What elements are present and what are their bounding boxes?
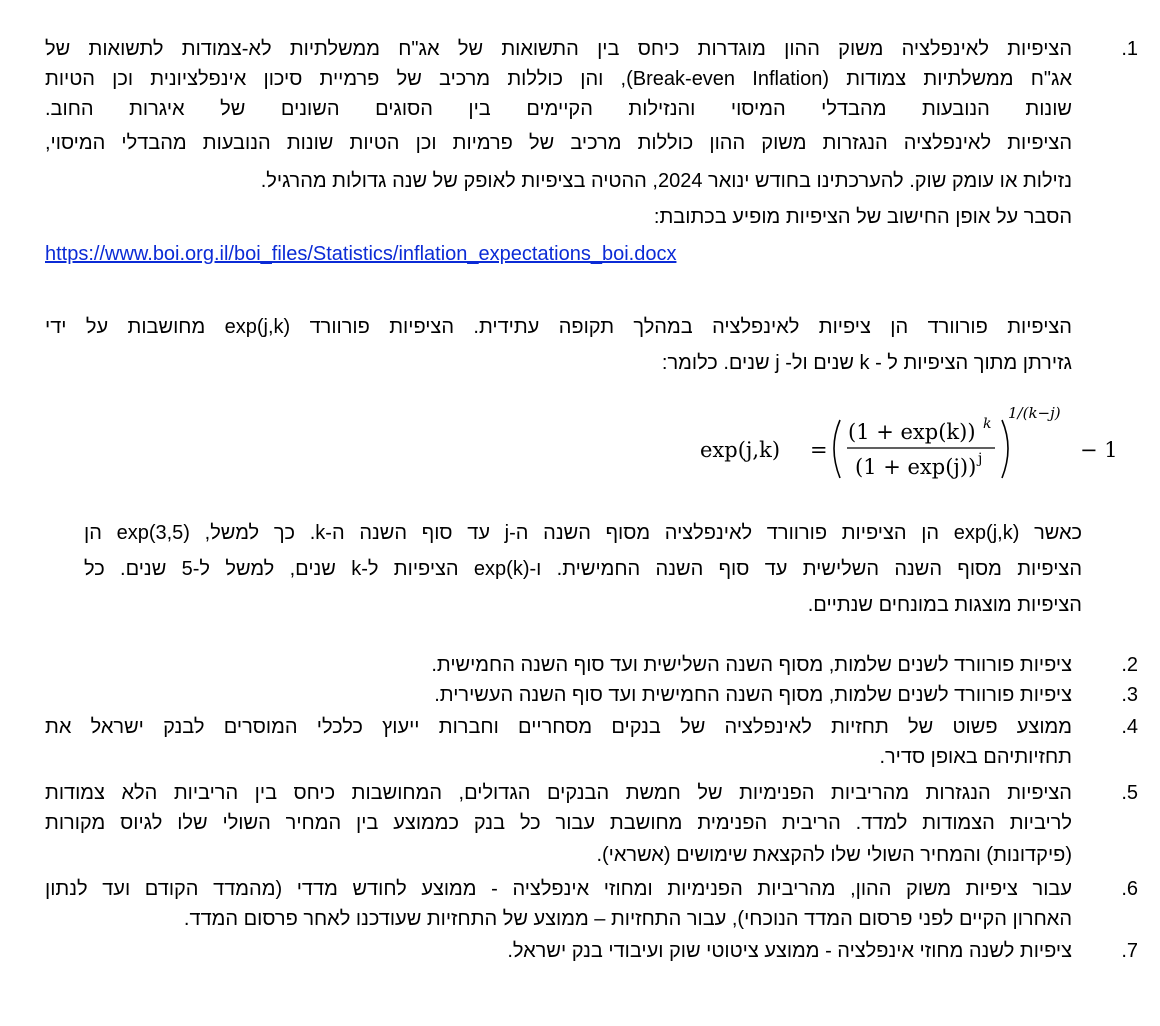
item-3-line-1: ציפיות פורוורד לשנים שלמות, מסוף השנה החמישית ועד סוף השנה העשירית. bbox=[434, 684, 1072, 706]
item-1-line-1: הציפיות לאינפלציה משוק ההון מוגדרות כיחס בין התשואות של אג"ח ממשלתיות לא-צמודות לתשואות של bbox=[45, 38, 1072, 60]
forward-formula bbox=[690, 400, 1120, 495]
item-2-number: .2 bbox=[1121, 654, 1138, 676]
item-4-number: .4 bbox=[1121, 716, 1138, 738]
item-7-line-1: ציפיות לשנה מחוזי אינפלציה - ממוצע ציטוטי שוק ועיבודי בנק ישראל. bbox=[507, 940, 1072, 962]
forward-line-2: גזירתן מתוך הציפיות ל - k שנים ול- j שנים. כלומר: bbox=[661, 352, 1072, 374]
item-5-number: .5 bbox=[1121, 782, 1138, 804]
item-1-line-4: הציפיות לאינפלציה הנגזרות משוק ההון כוללות מרכיב של פרמיות וכן הטיות שונות הנובעות מהבדלי המיסוי, bbox=[45, 132, 1072, 154]
item-3-number: .3 bbox=[1121, 684, 1138, 706]
item-5-line-3: (פיקדונות) והמחיר השולי שלו להקצאת שימושים (אשראי). bbox=[596, 844, 1072, 866]
item-6-line-2: האחרון הקיים לפני פרסום המדד הנוכחי), עבור התחזיות – ממוצע של התחזיות שעודכנו לאחר פרסום המדד. bbox=[183, 908, 1072, 930]
item-7-number: .7 bbox=[1121, 940, 1138, 962]
explain-line-1: כאשר exp(j,k) הן הציפיות פורוורד לאינפלציה מסוף השנה ה-j עד סוף השנה ה-k. כך למשל, exp(3,5) הן bbox=[84, 522, 1083, 544]
formula-minus-one: − 1 bbox=[1080, 438, 1118, 462]
formula-svg bbox=[690, 400, 1120, 495]
forward-line-1: הציפיות פורוורד הן ציפיות לאינפלציה במהלך תקופה עתידית. הציפיות פורוורד exp(j,k) מחושבות על ידי bbox=[45, 316, 1072, 338]
formula-right-paren bbox=[1002, 420, 1008, 478]
formula-denominator-exp: j bbox=[978, 451, 983, 467]
item-1-line-6: הסבר על אופן החישוב של הציפיות מופיע בכתובת: bbox=[653, 206, 1072, 228]
item-6-line-1: עבור ציפיות משוק ההון, מהריביות הפנימיות ומחוזי אינפלציה - ממוצע לחודש מדדי (מהמדד הקודם ועד לנתון bbox=[45, 878, 1072, 900]
item-2-line-1: ציפיות פורוורד לשנים שלמות, מסוף השנה השלישית ועד סוף השנה החמישית. bbox=[431, 654, 1072, 676]
formula-outer-exp: 1/(k−j) bbox=[1008, 404, 1061, 422]
item-1-line-3: שונות הנובעות מהבדלי המיסוי והנזילות הקיימים בין הסוגים השונים של איגרות החוב. bbox=[45, 98, 1072, 120]
item-1-line-5: נזילות או עומק שוק. להערכתינו בחודש ינואר 2024, ההטיה בציפיות לאופק של שנה גדולות מהרגיל. bbox=[260, 170, 1072, 192]
methodology-link[interactable]: https://www.boi.org.il/boi_files/Statistics/inflation_expectations_boi.docx bbox=[45, 243, 677, 265]
item-1-line-2: אג"ח ממשלתיות צמודות (Break-even Inflation), והן כוללות מרכיב של פרמיית סיכון אינפלציונית וכן הטיות bbox=[45, 68, 1072, 90]
explain-line-3: הציפיות מוצגות במונחים שנתיים. bbox=[807, 594, 1082, 616]
formula-denominator: (1 + exp(j)) bbox=[855, 455, 977, 479]
formula-numerator-exp: k bbox=[983, 416, 992, 432]
item-6-number: .6 bbox=[1121, 878, 1138, 900]
item-4-line-2: תחזיותיהם באופן סדיר. bbox=[879, 746, 1072, 768]
explain-line-2: הציפיות מסוף השנה השלישית עד סוף השנה החמישית. ו-exp(k) הציפיות ל-k שנים, למשל ל-5 שנים. כל bbox=[84, 558, 1083, 580]
formula-left-paren bbox=[834, 420, 840, 478]
formula-lhs: exp(j,k) bbox=[700, 438, 781, 462]
item-4-line-1: ממוצע פשוט של תחזיות לאינפלציה של בנקים מסחריים וחברות ייעוץ כלכלי המוסרים לבנק ישראל את bbox=[45, 716, 1072, 738]
item-5-line-2: לריביות הצמודות למדד. הריבית הפנימית מחושבת עבור כל בנק כממוצע בין המחיר השולי שלו לגיוס מקורות bbox=[45, 812, 1072, 834]
item-5-line-1: הציפיות הנגזרות מהריביות הפנימיות של חמשת הבנקים הגדולים, המחושבות כיחס בין הריביות הלא צמודות bbox=[45, 782, 1072, 804]
formula-equals: = bbox=[810, 438, 828, 462]
formula-numerator: (1 + exp(k)) bbox=[848, 420, 976, 444]
item-1-number: .1 bbox=[1121, 38, 1138, 60]
